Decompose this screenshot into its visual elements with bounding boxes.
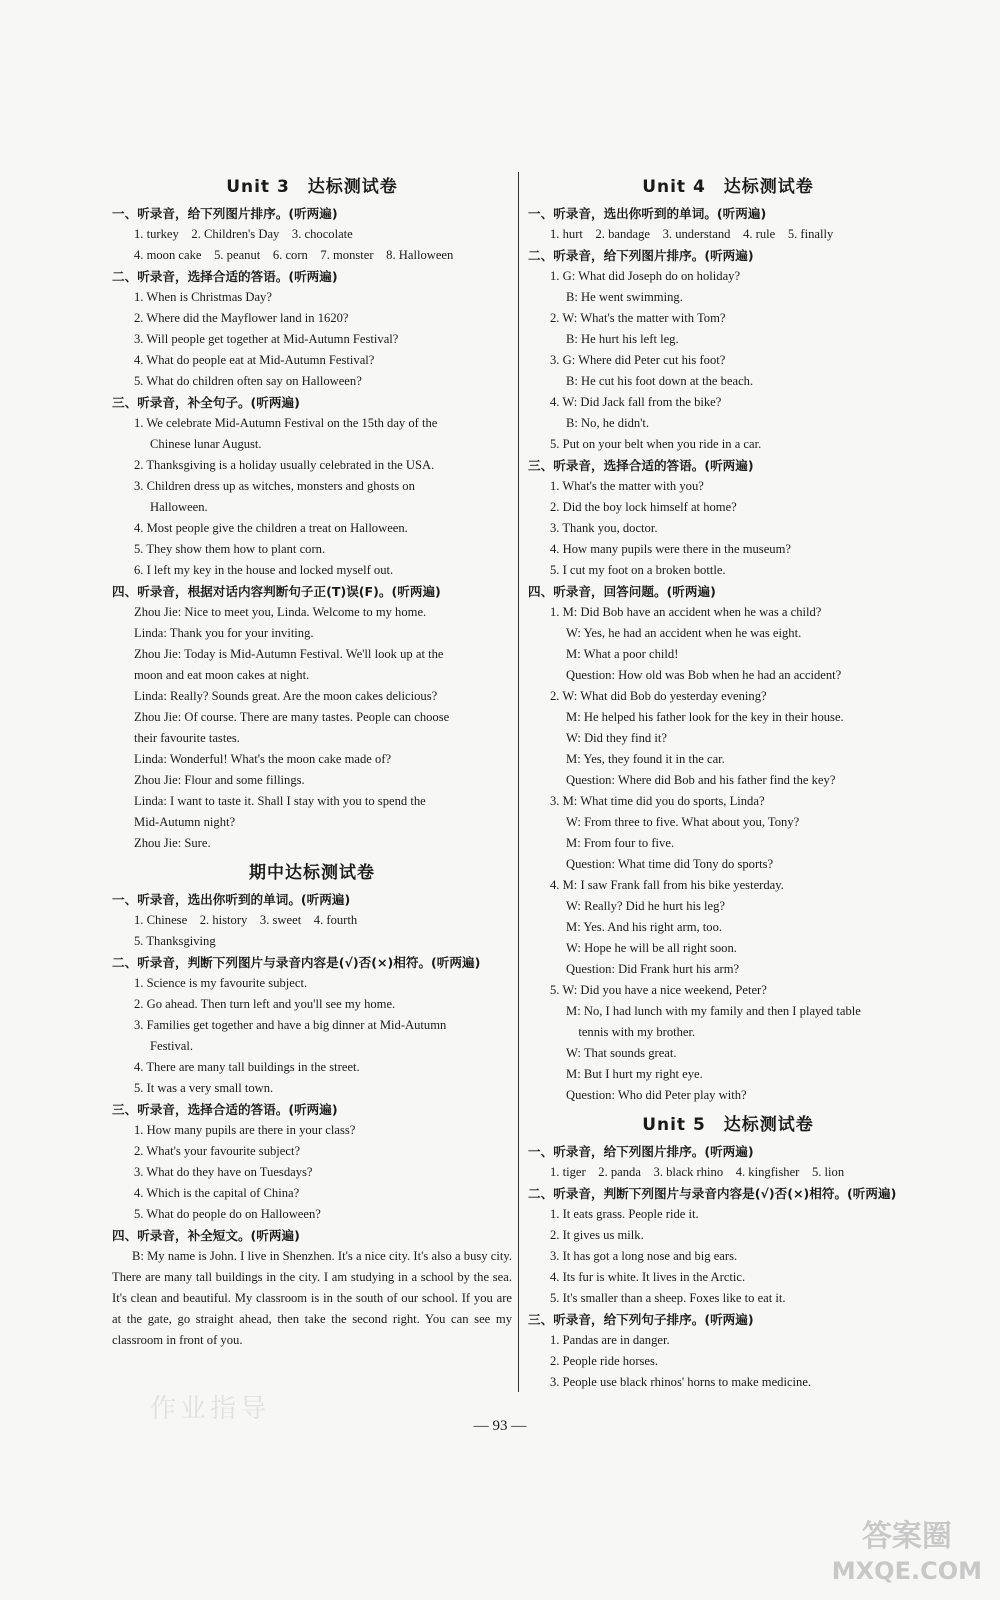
text-line: 4. How many pupils were there in the museum? (550, 542, 791, 556)
text-line-indented: M: From four to five. (566, 836, 675, 850)
text-line-indented: Question: What time did Tony do sports? (566, 857, 774, 871)
text-line-indented: Question: How old was Bob when he had an accident? (566, 668, 842, 682)
text-line: 5. They show them how to plant corn. (134, 542, 326, 556)
text-line: 2. Where did the Mayflower land in 1620? (134, 311, 349, 325)
text-line-indented: M: No, I had lunch with my family and then I played table (566, 1004, 861, 1018)
text-line-indented: Halloween. (150, 500, 208, 514)
text-line: Zhou Jie: Flour and some fillings. (134, 773, 305, 787)
text-line-indented: W: From three to five. What about you, Tony? (566, 815, 800, 829)
text-line: Zhou Jie: Today is Mid-Autumn Festival. We'll look up at the (134, 647, 444, 661)
text-line: 3. People use black rhinos' horns to make medicine. (550, 1375, 812, 1389)
right-column (528, 168, 928, 1393)
question-heading: 三、听录音，选择合适的答语。(听两遍) (112, 1102, 338, 1117)
text-line-continued: tennis with my brother. (550, 1025, 696, 1039)
left-column (112, 168, 512, 1351)
text-line: 4. There are many tall buildings in the street. (134, 1060, 360, 1074)
text-line: Linda: I want to taste it. Shall I stay with you to spend the (134, 794, 426, 808)
text-line: 4. Its fur is white. It lives in the Arctic. (550, 1270, 746, 1284)
text-line: 1. G: What did Joseph do on holiday? (550, 269, 741, 283)
text-line: 2. Go ahead. Then turn left and you'll see my home. (134, 997, 396, 1011)
text-line: 6. I left my key in the house and locked myself out. (134, 563, 394, 577)
text-line: Zhou Jie: Of course. There are many tastes. People can choose (134, 710, 450, 724)
question-heading: 一、听录音，选出你听到的单词。(听两遍) (112, 892, 351, 907)
text-line: 2. Did the boy lock himself at home? (550, 500, 737, 514)
text-line: 2. What's your favourite subject? (134, 1144, 301, 1158)
text-line: 3. Thank you, doctor. (550, 521, 658, 535)
text-line-indented: Question: Who did Peter play with? (566, 1088, 747, 1102)
text-line: 1. M: Did Bob have an accident when he was a child? (550, 605, 822, 619)
text-line: 1. Chinese 2. history 3. sweet 4. fourth (134, 913, 358, 927)
text-line-indented: W: Really? Did he hurt his leg? (566, 899, 726, 913)
text-line: 5. W: Did you have a nice weekend, Peter? (550, 983, 767, 997)
text-line: 1. It eats grass. People ride it. (550, 1207, 699, 1221)
text-line: Zhou Jie: Sure. (134, 836, 211, 850)
text-line-indented: M: Yes, they found it in the car. (566, 752, 725, 766)
section-title: Unit 3 达标测试卷 (226, 177, 398, 197)
text-line-indented: B: He cut his foot down at the beach. (566, 374, 754, 388)
text-line-indented: B: No, he didn't. (566, 416, 650, 430)
question-heading: 二、听录音，给下列图片排序。(听两遍) (528, 248, 754, 263)
text-line: 1. We celebrate Mid-Autumn Festival on the 15th day of the (134, 416, 438, 430)
text-line-indented: B: He went swimming. (566, 290, 683, 304)
question-heading: 二、听录音，选择合适的答语。(听两遍) (112, 269, 338, 284)
text-line: 4. moon cake 5. peanut 6. corn 7. monster 8. Halloween (134, 248, 454, 262)
question-heading: 四、听录音，根据对话内容判断句子正(T)误(F)。(听两遍) (112, 584, 441, 599)
text-line: 5. What do children often say on Halloween? (134, 374, 362, 388)
text-line: 4. Most people give the children a treat on Halloween. (134, 521, 408, 535)
text-line: 5. I cut my foot on a broken bottle. (550, 563, 726, 577)
text-line-indented: W: That sounds great. (566, 1046, 677, 1060)
text-line-continued: their favourite tastes. (134, 731, 240, 745)
text-line: 2. W: What's the matter with Tom? (550, 311, 726, 325)
text-line-indented: Chinese lunar August. (150, 437, 262, 451)
text-line: 3. Families get together and have a big dinner at Mid-Autumn (134, 1018, 447, 1032)
watermark-top: 答案圈 (861, 1519, 952, 1554)
question-heading: 三、听录音，给下列句子排序。(听两遍) (528, 1312, 754, 1327)
text-line-indented: M: Yes. And his right arm, too. (566, 920, 723, 934)
text-line: 3. Children dress up as witches, monsters and ghosts on (134, 479, 415, 493)
text-line-continued: moon and eat moon cakes at night. (134, 668, 310, 682)
watermark-bottom: MXQE.COM (831, 1557, 982, 1585)
section-title: Unit 4 达标测试卷 (642, 177, 814, 197)
text-line: 4. M: I saw Frank fall from his bike yesterday. (550, 878, 784, 892)
text-line: 5. It's smaller than a sheep. Foxes like to eat it. (550, 1291, 786, 1305)
text-line-indented: W: Hope he will be all right soon. (566, 941, 737, 955)
question-heading: 四、听录音，补全短文。(听两遍) (112, 1228, 300, 1243)
paragraph: B: My name is John. I live in Shenzhen. It's a nice city. It's also a busy city. There are many tall buildings in the city. I am studying in a school by the sea. It's clean and beautiful. My classroom is in the south of our school. If you are at the gate, go straight ahead, then take the second right. You can see my classroom in front of you. (112, 1249, 512, 1347)
text-line: 1. How many pupils are there in your class? (134, 1123, 356, 1137)
text-line: 3. G: Where did Peter cut his foot? (550, 353, 726, 367)
text-line: 2. It gives us milk. (550, 1228, 644, 1242)
watermark-logo (832, 1520, 982, 1588)
question-heading: 一、听录音，给下列图片排序。(听两遍) (112, 206, 338, 221)
text-line: Linda: Wonderful! What's the moon cake made of? (134, 752, 392, 766)
text-line-indented: W: Yes, he had an accident when he was eight. (566, 626, 802, 640)
question-heading: 一、听录音，选出你听到的单词。(听两遍) (528, 206, 767, 221)
text-line: 4. W: Did Jack fall from the bike? (550, 395, 722, 409)
text-line-indented: Question: Did Frank hurt his arm? (566, 962, 740, 976)
text-line: 2. People ride horses. (550, 1354, 659, 1368)
question-heading: 三、听录音，补全句子。(听两遍) (112, 395, 300, 410)
text-line: 2. W: What did Bob do yesterday evening? (550, 689, 767, 703)
text-line-indented: W: Did they find it? (566, 731, 667, 745)
text-line-indented: Festival. (150, 1039, 194, 1053)
text-line: 4. Which is the capital of China? (134, 1186, 300, 1200)
text-line: 3. M: What time did you do sports, Linda? (550, 794, 765, 808)
text-line: 1. Pandas are in danger. (550, 1333, 670, 1347)
text-line: 3. Will people get together at Mid-Autumn Festival? (134, 332, 399, 346)
text-line: 4. What do people eat at Mid-Autumn Festival? (134, 353, 375, 367)
text-line: 5. Put on your belt when you ride in a car. (550, 437, 762, 451)
text-line: Linda: Really? Sounds great. Are the moon cakes delicious? (134, 689, 438, 703)
text-line: Zhou Jie: Nice to meet you, Linda. Welcome to my home. (134, 605, 427, 619)
question-heading: 一、听录音，给下列图片排序。(听两遍) (528, 1144, 754, 1159)
text-line: 3. What do they have on Tuesdays? (134, 1165, 313, 1179)
text-line-indented: B: He hurt his left leg. (566, 332, 679, 346)
column-divider (518, 172, 519, 1392)
text-line: 2. Thanksgiving is a holiday usually celebrated in the USA. (134, 458, 435, 472)
text-line-continued: Mid-Autumn night? (134, 815, 236, 829)
text-line: 1. turkey 2. Children's Day 3. chocolate (134, 227, 353, 241)
text-line: 5. It was a very small town. (134, 1081, 274, 1095)
text-line-indented: M: But I hurt my right eye. (566, 1067, 703, 1081)
section-title: 期中达标测试卷 (249, 863, 375, 883)
question-heading: 二、听录音，判断下列图片与录音内容是(√)否(×)相符。(听两遍) (112, 955, 481, 970)
page-number: — 93 — (473, 1418, 527, 1434)
text-line: 1. tiger 2. panda 3. black rhino 4. kingfisher 5. lion (550, 1165, 845, 1179)
question-heading: 三、听录音，选择合适的答语。(听两遍) (528, 458, 754, 473)
text-line: 3. It has got a long nose and big ears. (550, 1249, 738, 1263)
text-line: 1. hurt 2. bandage 3. understand 4. rule 5. finally (550, 227, 834, 241)
text-line: 1. When is Christmas Day? (134, 290, 272, 304)
text-line: 1. What's the matter with you? (550, 479, 704, 493)
text-line: 5. What do people do on Halloween? (134, 1207, 321, 1221)
section-title: Unit 5 达标测试卷 (642, 1115, 814, 1135)
watermark-left: 作业指导 (150, 1394, 271, 1424)
text-line-indented: Question: Where did Bob and his father find the key? (566, 773, 836, 787)
question-heading: 二、听录音，判断下列图片与录音内容是(√)否(×)相符。(听两遍) (528, 1186, 897, 1201)
text-line: 5. Thanksgiving (134, 934, 216, 948)
text-line-indented: M: He helped his father look for the key in their house. (566, 710, 844, 724)
text-line-indented: M: What a poor child! (566, 647, 679, 661)
text-line: Linda: Thank you for your inviting. (134, 626, 314, 640)
question-heading: 四、听录音，回答问题。(听两遍) (528, 584, 716, 599)
text-line: 1. Science is my favourite subject. (134, 976, 308, 990)
